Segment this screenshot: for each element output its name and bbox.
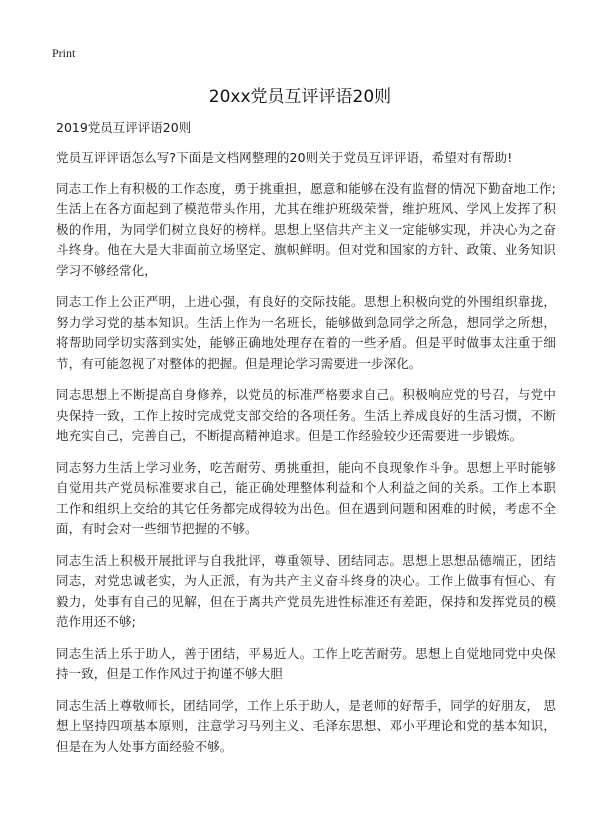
intro-paragraph: 党员互评评语怎么写?下面是文档网整理的20则关于党员互评评语，希望对有帮助! xyxy=(56,150,513,165)
document-title: 20xx党员互评评语20则 xyxy=(208,87,392,107)
document-subtitle: 2019党员互评评语20则 xyxy=(56,120,192,135)
evaluation-paragraph: 同志生活上积极开展批评与自我批评，尊重领导、团结同志。思想上思想品德端正，团结同志，对党忠诚老实，为人正派，有为共产主义奋斗终身的决心。工作上做事有恒心、有毅力，处事有自己的见解，但在于离共产党员先进性标准还有差距，保持和发挥党员的模范作用还不够; xyxy=(56,552,556,629)
evaluation-paragraph: 同志工作上有积极的工作态度，勇于挑重担，愿意和能够在没有监督的情况下勤奋地工作;生活上在各方面起到了模范带头作用，尤其在维护班级荣誉，维护班风、学风上发挥了积极的作用，为同学们树立良好的榜样。思想上坚信共产主义一定能够实现，并决心为之奋斗终身。他在大是大非面前立场坚定、旗帜鲜明。但对党和国家的方针、政策、业务知识学习不够经常化， xyxy=(56,180,556,278)
evaluation-paragraph: 同志生活上乐于助人，善于团结，平易近人。工作上吃苦耐劳。思想上自觉地同党中央保持一致，但是工作作风过于拘谨不够大胆 xyxy=(56,645,556,681)
print-label[interactable]: Print xyxy=(52,46,76,60)
evaluation-paragraph: 同志工作上公正严明，上进心强，有良好的交际技能。思想上积极向党的外围组织靠拢，努力学习党的基本知识。生活上作为一名班长，能够做到急同学之所急，想同学之所想，将帮助同学切实落到实处，能够正确地处理存在着的一些矛盾。但是平时做事太注重于细节，有可能忽视了对整体的把握。但是理论学习需要进一步深化。 xyxy=(56,294,556,371)
evaluation-paragraph: 同志生活上尊敬师长，团结同学，工作上乐于助人，是老师的好帮手，同学的好朋友， 思想上坚持四项基本原则，注意学习马列主义、毛泽东思想、邓小平理论和党的基本知识，但是在为人处事方面经验不够。 xyxy=(56,697,556,754)
document-body xyxy=(56,118,556,768)
evaluation-paragraph: 同志思想上不断提高自身修养，以党员的标准严格要求自己。积极响应党的号召，与党中央保持一致，工作上按时完成党支部交给的各项任务。生活上养成良好的生活习惯，不断地充实自己，完善自己，不断提高精神追求。但是工作经验较少还需要进一步锻炼。 xyxy=(56,387,556,443)
evaluation-paragraph: 同志努力生活上学习业务，吃苦耐劳、勇挑重担，能向不良现象作斗争。思想上平时能够自觉用共产党员标准要求自己，能正确处理整体利益和个人利益之间的关系。工作上本职工作和组织上交给的其它任务都完成得较为出色。但在遇到问题和困难的时候，考虑不全面，有时会对一些细节把握的不够。 xyxy=(56,459,556,536)
